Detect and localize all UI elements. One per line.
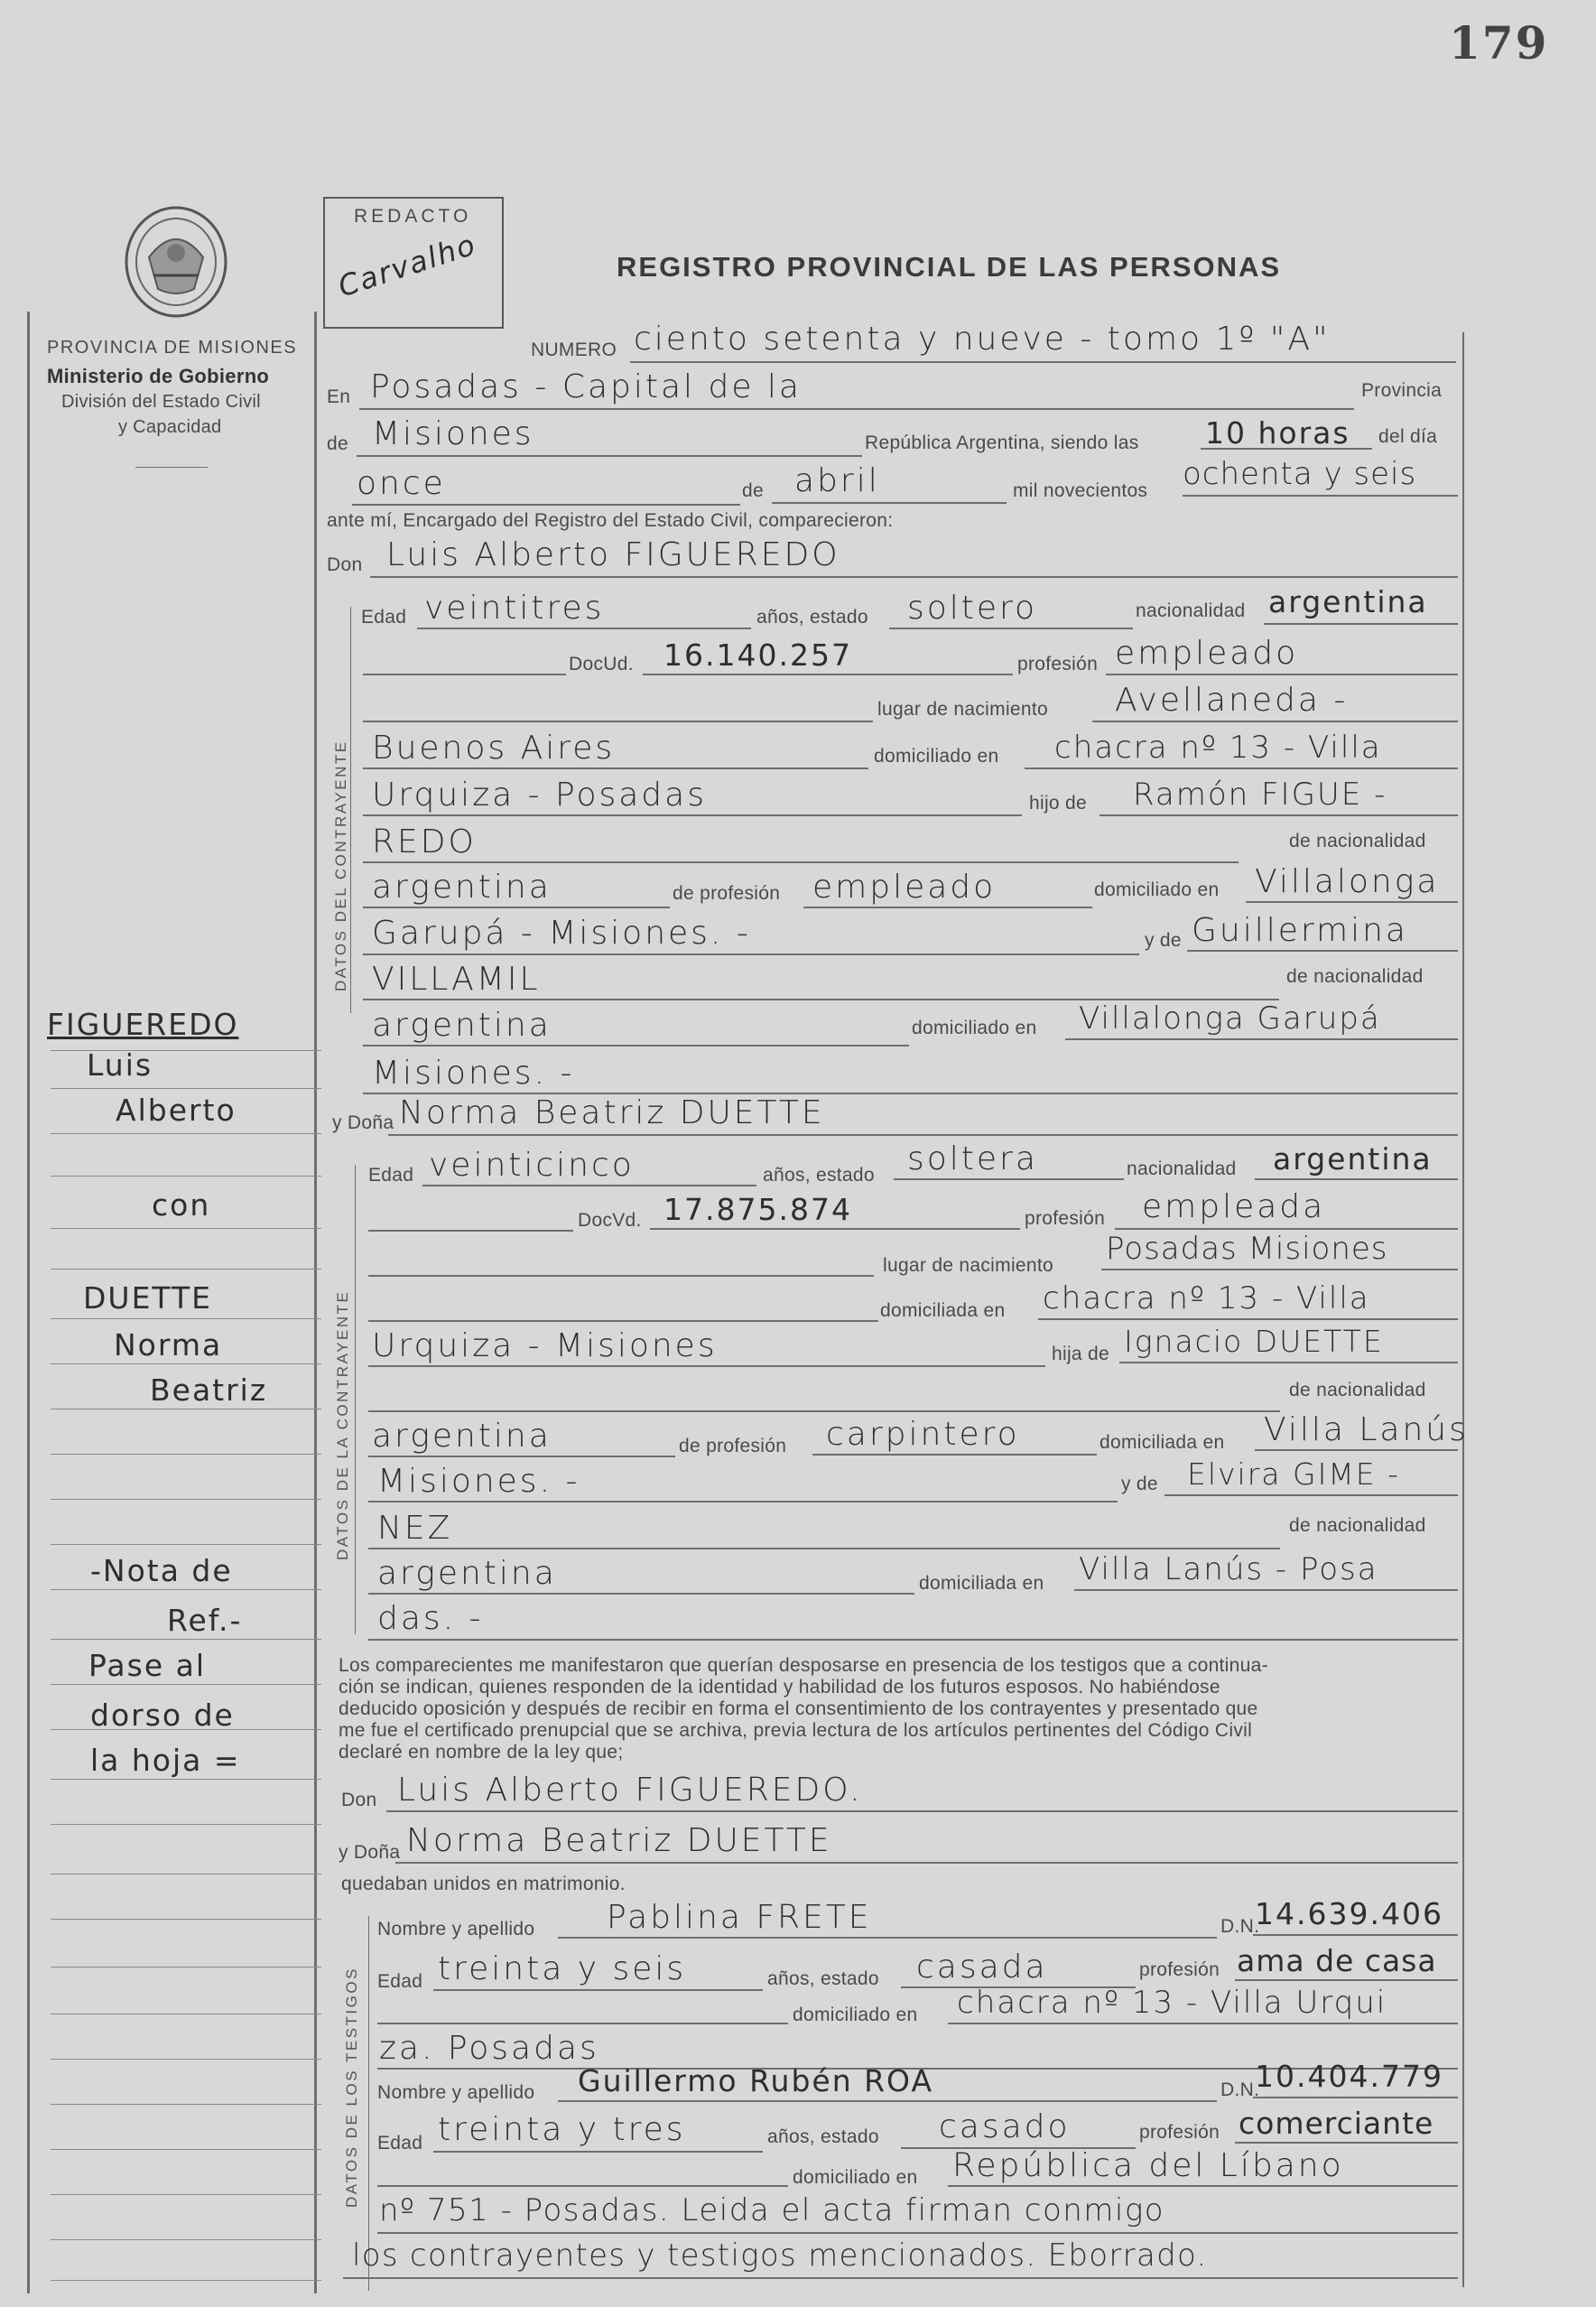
m-estado-value: soltero xyxy=(907,590,1038,627)
section-bracket-f xyxy=(355,1165,356,1634)
margin-con: con xyxy=(152,1187,211,1223)
f-padre-nac-value: argentina xyxy=(372,1418,552,1455)
t1-profesion-value: ama de casa xyxy=(1237,1943,1437,1978)
field-line xyxy=(363,814,1022,816)
field-line xyxy=(433,1989,763,1991)
en-value: Posadas - Capital de la xyxy=(370,368,802,405)
coat-of-arms-seal xyxy=(122,203,230,321)
f-madre-dom-value-2: das. - xyxy=(377,1600,484,1637)
field-line xyxy=(377,2232,1458,2234)
field-line xyxy=(1264,623,1458,625)
field-line xyxy=(1100,814,1458,816)
field-line xyxy=(422,1185,756,1186)
f-padre-value: Ignacio DUETTE xyxy=(1124,1324,1384,1359)
margin-nota-3: Pase al xyxy=(88,1648,207,1683)
t1-nombre-value: Pablina FRETE xyxy=(607,1899,872,1936)
field-line xyxy=(368,1230,573,1232)
profesion-label: profesión xyxy=(1017,654,1099,674)
field-line xyxy=(1246,901,1458,903)
field-line xyxy=(433,2151,763,2153)
t2-dni-value: 10.404.779 xyxy=(1255,2059,1443,2094)
left-margin-line xyxy=(27,312,30,2293)
domiciliada-label-3: domiciliada en xyxy=(919,1573,1044,1594)
margin-name-3: Alberto xyxy=(116,1093,237,1128)
field-line xyxy=(352,504,740,506)
profesion-label-f: profesión xyxy=(1025,1208,1106,1229)
document-title: REGISTRO PROVINCIAL DE LAS PERSONAS xyxy=(617,251,1282,283)
division-label-2: y Capacidad xyxy=(118,417,222,437)
f-madre-value: Elvira GIME - xyxy=(1187,1456,1401,1492)
side-label-contrayente-m: DATOS DEL CONTRAYENTE xyxy=(332,740,349,991)
field-line xyxy=(650,1228,1020,1230)
field-line xyxy=(395,1862,1458,1864)
domiciliado-label-t1: domiciliado en xyxy=(793,2005,918,2025)
field-line xyxy=(1183,495,1458,497)
numero-label: NUMERO xyxy=(531,340,617,360)
field-line xyxy=(1255,1178,1458,1180)
field-line xyxy=(363,953,1139,955)
field-line xyxy=(368,1639,1458,1641)
paragraph-line-1: Los comparecientes me manifestaron que querían desposarse en presencia de los testigos que a continua- xyxy=(339,1655,1268,1676)
section-bracket-m xyxy=(350,607,351,1013)
f-lugar-nac-value: Posadas Misiones xyxy=(1106,1231,1388,1267)
field-line xyxy=(1235,2142,1458,2144)
provincia-label: Provincia xyxy=(1361,380,1443,401)
margin-name-6: Beatriz xyxy=(150,1372,268,1408)
doc-label: DocUd. xyxy=(569,654,634,674)
nacionalidad-label-f: nacionalidad xyxy=(1127,1158,1237,1179)
de-nacionalidad-label-2: de nacionalidad xyxy=(1286,966,1424,987)
f-domicilio-value-2: Urquiza - Misiones xyxy=(372,1327,718,1364)
field-line xyxy=(377,2185,788,2187)
doc-label-f: DocVd. xyxy=(578,1210,642,1231)
field-line xyxy=(363,767,868,769)
m-madre-value-2: VILLAMIL xyxy=(372,961,541,998)
field-line xyxy=(363,721,873,722)
de2-label: de xyxy=(742,480,764,501)
margin-name-5: Norma xyxy=(114,1327,223,1363)
de-label: de xyxy=(327,433,348,454)
y-de-label: y de xyxy=(1145,930,1182,951)
m-padre-value: Ramón FIGUE - xyxy=(1133,777,1387,813)
field-line xyxy=(386,1810,1458,1812)
margin-name-4: DUETTE xyxy=(83,1280,213,1316)
paragraph-line-4: me fue el certificado prenupcial que se archiva, previa lectura de los artículos pertinentes del Código Civil xyxy=(339,1720,1253,1741)
t1-edad-value: treinta y seis xyxy=(438,1950,687,1987)
field-line xyxy=(1255,1449,1458,1451)
edad-label-f: Edad xyxy=(368,1165,414,1186)
field-line xyxy=(368,1548,1280,1549)
side-label-contrayente-f: DATOS DE LA CONTRAYENTE xyxy=(334,1289,351,1560)
profesion-label-t1: profesión xyxy=(1139,1959,1220,1980)
margin-name-1: FIGUEREDO xyxy=(47,1007,239,1042)
f-madre-value-2: NEZ xyxy=(377,1510,453,1547)
t2-domicilio-value: República del Líbano xyxy=(952,2147,1344,2184)
field-line xyxy=(359,408,1354,410)
field-line xyxy=(368,1501,1118,1502)
province-label: PROVINCIA DE MISIONES xyxy=(47,338,298,358)
f-padre-dom-value: Villa Lanús xyxy=(1264,1411,1469,1448)
field-line xyxy=(1074,1589,1458,1591)
f-madre-dom-value: Villa Lanús - Posa xyxy=(1079,1551,1378,1587)
field-line xyxy=(889,628,1133,629)
dn-label: D.N. xyxy=(1220,1916,1260,1937)
field-line xyxy=(377,2023,788,2024)
edad-label: Edad xyxy=(361,607,407,628)
field-line xyxy=(1025,767,1458,769)
divider xyxy=(135,467,208,468)
m-doc-value: 16.140.257 xyxy=(663,637,852,673)
field-line xyxy=(363,674,566,675)
field-line xyxy=(363,861,1239,863)
field-line xyxy=(1165,1494,1458,1496)
m-profesion-value: empleado xyxy=(1115,635,1299,672)
anio-value: ochenta y seis xyxy=(1183,456,1417,492)
profesion-label-t2: profesión xyxy=(1139,2122,1220,2143)
margin-divider-line xyxy=(314,312,317,2293)
m-edad-value: veintitres xyxy=(424,590,605,627)
lugar-nac-label-f: lugar de nacimiento xyxy=(883,1255,1053,1276)
page-number: 179 xyxy=(1449,16,1549,70)
m-madre-nac-value: argentina xyxy=(372,1007,552,1044)
field-line xyxy=(1092,721,1458,722)
del-dia-label: del día xyxy=(1378,426,1438,447)
mil-label: mil novecientos xyxy=(1013,480,1148,501)
de-nacionalidad-label: de nacionalidad xyxy=(1289,831,1426,851)
field-line xyxy=(1235,1979,1458,1981)
field-line xyxy=(363,1045,909,1047)
y-dona-label: y Doña xyxy=(332,1112,394,1133)
t2-profesion-value: comerciante xyxy=(1239,2106,1434,2141)
field-line xyxy=(948,2185,1458,2187)
field-line xyxy=(1065,1038,1458,1040)
section-bracket-t xyxy=(368,1916,369,2291)
field-line xyxy=(1115,1228,1458,1230)
f-madre-nac-value: argentina xyxy=(377,1555,557,1592)
de-profesion-label: de profesión xyxy=(673,883,781,904)
decl-don-value: Luis Alberto FIGUEREDO. xyxy=(397,1772,863,1809)
paragraph-line-2: ción se indican, quienes responden de la identidad y habilidad de los futuros esposos. No habiéndose xyxy=(339,1677,1220,1698)
decl-dona-value: Norma Beatriz DUETTE xyxy=(406,1822,832,1859)
f-padre-dom-value-2: Misiones. - xyxy=(377,1463,580,1500)
domiciliado-label-2: domiciliado en xyxy=(1094,879,1220,900)
anos-estado-label-t1: años, estado xyxy=(767,1968,879,1989)
field-line xyxy=(558,1937,1217,1939)
de-value: Misiones xyxy=(372,415,534,452)
paragraph-line-3: deducido oposición y después de recibir en forma el consentimiento de los contrayentes y presentado que xyxy=(339,1698,1258,1719)
f-doc-value: 17.875.874 xyxy=(663,1192,852,1227)
field-line xyxy=(368,1410,1280,1412)
anos-estado-label-f: años, estado xyxy=(763,1165,875,1186)
m-padre-nac-value: argentina xyxy=(372,869,552,906)
division-label: División del Estado Civil xyxy=(61,392,261,412)
stamp-label: REDACTO xyxy=(354,206,472,227)
field-line xyxy=(417,628,751,629)
domiciliado-label: domiciliado en xyxy=(874,746,999,767)
field-line xyxy=(368,1365,1045,1367)
t1-domicilio-value: chacra nº 13 - Villa Urqui xyxy=(957,1985,1387,2021)
m-domicilio-value: chacra nº 13 - Villa xyxy=(1054,730,1382,766)
domiciliada-label-2: domiciliada en xyxy=(1100,1432,1225,1453)
y-de-label-f: y de xyxy=(1121,1474,1158,1494)
field-line xyxy=(803,907,1092,908)
field-line xyxy=(1038,1318,1458,1320)
t2-edad-value: treinta y tres xyxy=(438,2111,686,2148)
nombre-apellido-label: Nombre y apellido xyxy=(377,1919,535,1940)
t1-domicilio-value-2: za. Posadas xyxy=(379,2030,599,2067)
field-line xyxy=(630,361,1456,363)
closing-line-1: nº 751 - Posadas. Leida el acta firman conmigo xyxy=(379,2192,1165,2228)
stamp-signature: Carvalho xyxy=(334,227,481,304)
margin-name-2: Luis xyxy=(87,1047,153,1083)
m-lugar-nac-value: Avellaneda - xyxy=(1115,682,1349,719)
m-lugar-nac-value-2: Buenos Aires xyxy=(372,730,616,767)
de-profesion-label-f: de profesión xyxy=(679,1436,787,1456)
dona-value: Norma Beatriz DUETTE xyxy=(399,1094,825,1131)
ante-mi-text: ante mí, Encargado del Registro del Estado Civil, comparecieron: xyxy=(327,510,894,531)
republica-label: República Argentina, siendo las xyxy=(865,433,1139,453)
t2-estado-value: casado xyxy=(939,2108,1071,2145)
decl-dona-label: y Doña xyxy=(339,1842,401,1863)
hijo-de-label: hijo de xyxy=(1029,793,1087,814)
margin-nota-5: la hoja = xyxy=(90,1743,241,1778)
field-line xyxy=(370,576,1458,578)
redacto-stamp xyxy=(323,197,504,329)
nombre-apellido-label-2: Nombre y apellido xyxy=(377,2082,535,2103)
field-line xyxy=(343,2277,1458,2279)
f-nacionalidad-value: argentina xyxy=(1273,1141,1433,1177)
field-line xyxy=(812,1454,1097,1456)
field-line xyxy=(368,1593,914,1595)
field-line xyxy=(894,1178,1124,1180)
field-line xyxy=(363,907,670,908)
numero-value: ciento setenta y nueve - tomo 1º "A" xyxy=(634,321,1331,358)
t2-nombre-value: Guillermo Rubén ROA xyxy=(578,2063,934,2098)
t1-estado-value: casada xyxy=(916,1949,1048,1986)
field-line xyxy=(388,1134,1458,1136)
margin-nota-2: Ref.- xyxy=(167,1603,243,1638)
ministry-label: Ministerio de Gobierno xyxy=(47,365,270,387)
field-line xyxy=(1119,1362,1458,1363)
anos-estado-label-t2: años, estado xyxy=(767,2126,879,2147)
lugar-nac-label: lugar de nacimiento xyxy=(877,699,1048,720)
field-line xyxy=(368,1456,675,1457)
domiciliada-label: domiciliada en xyxy=(880,1300,1006,1321)
m-padre-dom-value: Villalonga xyxy=(1255,863,1440,900)
field-line xyxy=(1253,1934,1458,1936)
domiciliado-label-3: domiciliado en xyxy=(912,1018,1037,1038)
f-edad-value: veinticinco xyxy=(429,1147,635,1184)
f-padre-prof-value: carpintero xyxy=(826,1416,1020,1453)
don-label: Don xyxy=(327,554,363,575)
mes-value: abril xyxy=(794,462,880,499)
edad-label-t2: Edad xyxy=(377,2133,423,2154)
right-edge-line xyxy=(1462,332,1464,2287)
de-nacionalidad-label-f: de nacionalidad xyxy=(1289,1380,1426,1400)
m-padre-prof-value: empleado xyxy=(812,869,997,906)
field-line xyxy=(772,502,1007,504)
en-label: En xyxy=(327,386,351,407)
field-line xyxy=(1101,1269,1458,1270)
t1-dni-value: 14.639.406 xyxy=(1255,1896,1443,1931)
nacionalidad-label: nacionalidad xyxy=(1136,600,1246,621)
m-madre-value: Guillermina xyxy=(1192,912,1408,949)
margin-nota-1: -Nota de xyxy=(90,1553,233,1588)
f-domicilio-value: chacra nº 13 - Villa xyxy=(1043,1280,1370,1316)
field-line xyxy=(643,674,1013,675)
de-nacionalidad-label-f2: de nacionalidad xyxy=(1289,1515,1426,1536)
don-value: Luis Alberto FIGUEREDO xyxy=(386,536,840,573)
field-line xyxy=(368,1320,878,1322)
m-nacionalidad-value: argentina xyxy=(1268,584,1428,619)
field-line xyxy=(948,2023,1458,2024)
quedaban-text: quedaban unidos en matrimonio. xyxy=(341,1874,626,1894)
decl-don-label: Don xyxy=(341,1790,377,1810)
dia-value: once xyxy=(357,465,446,502)
field-line xyxy=(1187,950,1458,952)
m-madre-dom-value-2: Misiones. - xyxy=(372,1055,575,1092)
field-line xyxy=(1106,674,1458,675)
field-line xyxy=(558,2100,1217,2102)
m-domicilio-value-2: Urquiza - Posadas xyxy=(372,777,707,814)
f-estado-value: soltera xyxy=(907,1140,1038,1177)
paragraph-line-5: declaré en nombre de la ley que; xyxy=(339,1742,624,1763)
m-padre-value-2: REDO xyxy=(372,823,477,860)
hija-de-label: hija de xyxy=(1052,1344,1109,1364)
edad-label-t1: Edad xyxy=(377,1971,423,1992)
closing-line-2: los contrayentes y testigos mencionados. Eborrado. xyxy=(352,2237,1208,2274)
m-madre-dom-value: Villalonga Garupá xyxy=(1079,1000,1381,1037)
hora-value: 10 horas xyxy=(1205,415,1350,451)
field-line xyxy=(357,455,862,457)
field-line xyxy=(368,1275,874,1277)
m-padre-dom-value-2: Garupá - Misiones. - xyxy=(372,915,751,952)
dn-label-2: D.N. xyxy=(1220,2079,1260,2100)
field-line xyxy=(1253,2097,1458,2098)
f-profesion-value: empleada xyxy=(1142,1188,1326,1225)
anos-estado-label: años, estado xyxy=(756,607,868,628)
margin-nota-4: dorso de xyxy=(90,1698,235,1733)
domiciliado-label-t2: domiciliado en xyxy=(793,2167,918,2188)
side-label-testigos: DATOS DE LOS TESTIGOS xyxy=(343,1967,360,2208)
